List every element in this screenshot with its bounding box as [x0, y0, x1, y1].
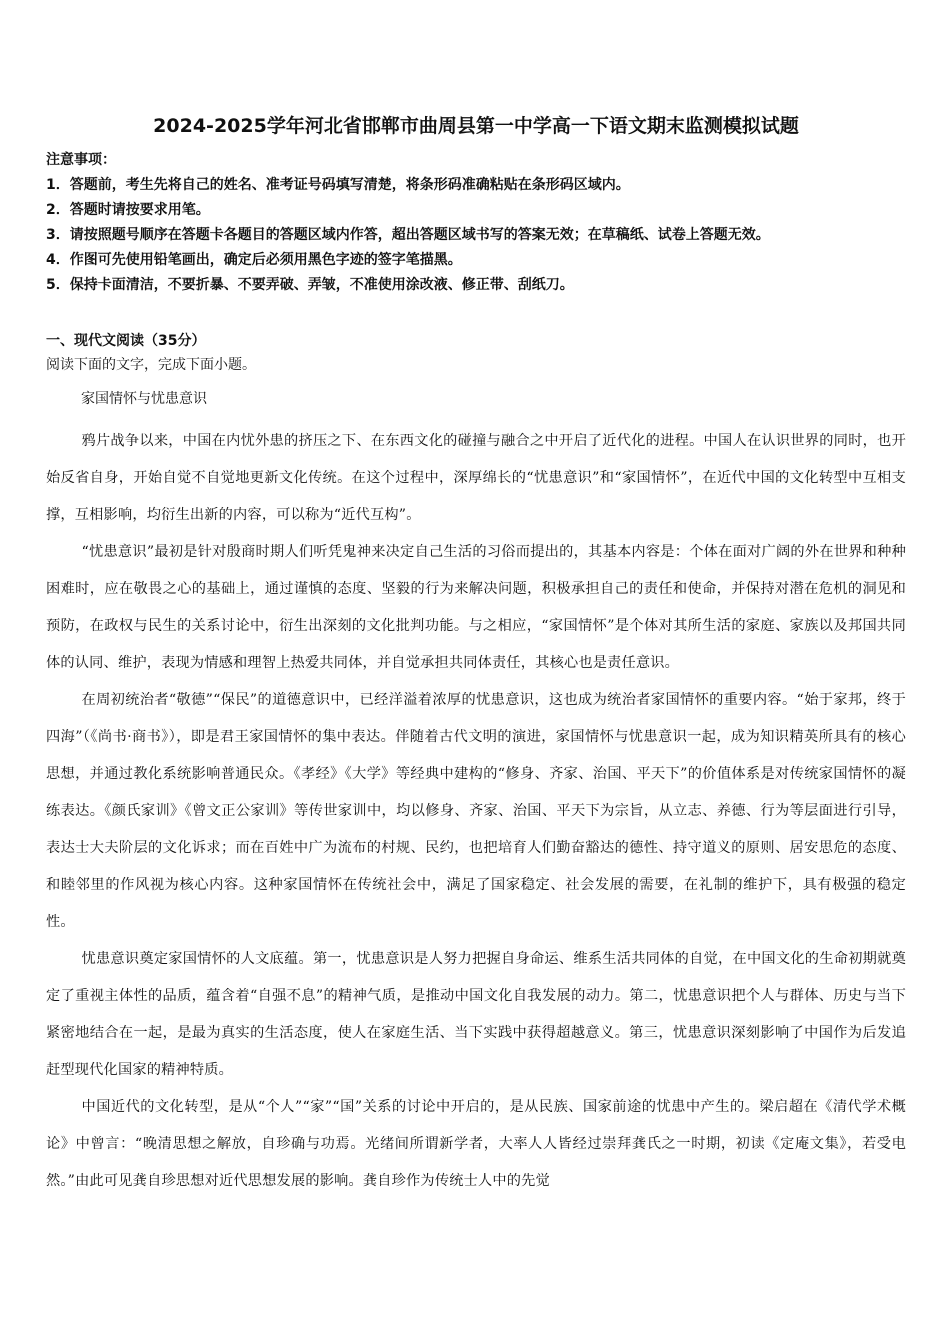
exam-title: 2024-2025学年河北省邯郸市曲周县第一中学高一下语文期末监测模拟试题	[153, 115, 799, 137]
article-paragraph-1: 鸦片战争以来，中国在内忧外患的挤压之下、在东西文化的碰撞与融合之中开启了近代化的进程。中国人在认识世界的同时，也开始反省自身，开始自觉不自觉地更新文化传统。在这个过程中，深厚绵长的“忧患意识”和“家国情怀”，在近代中国的文化转型中互相支撑，互相影响，均衍生出新的内容，可以称为“近代互构”。	[46, 433, 906, 523]
notice-item-5: 5．保持卡面清洁，不要折暴、不要弄破、弄皱，不准使用涂改液、修正带、刮纸刀。	[46, 277, 574, 293]
article-paragraph-2: “忧患意识”最初是针对殷商时期人们听凭鬼神来决定自己生活的习俗而提出的，其基本内容是：个体在面对广阔的外在世界和种种困难时，应在敬畏之心的基础上，通过谨慎的态度、坚毅的行为来解决问题，积极承担自己的责任和使命，并保持对潜在危机的洞见和预防，在政权与民生的关系讨论中，衍生出深刻的文化批判功能。与之相应，“家国情怀”是个体对其所生活的家庭、家族以及邦国共同体的认同、维护，表现为情感和理智上热爱共同体，并自觉承担共同体责任，其核心也是责任意识。	[46, 544, 906, 671]
notice-item-2: 2．答题时请按要求用笔。	[46, 202, 210, 218]
section-instruction: 阅读下面的文字，完成下面小题。	[46, 357, 256, 373]
notice-heading: 注意事项：	[46, 152, 116, 168]
notice-item-3: 3．请按照题号顺序在答题卡各题目的答题区域内作答，超出答题区域书写的答案无效；在草稿纸、试卷上答题无效。	[46, 227, 770, 243]
article-body	[46, 423, 906, 1200]
article-paragraph-4: 忧患意识奠定家国情怀的人文底蕴。第一，忧患意识是人努力把握自身命运、维系生活共同体的自觉，在中国文化的生命初期就奠定了重视主体性的品质，蕴含着“自强不息”的精神气质，是推动中国文化自我发展的动力。第二，忧患意识把个人与群体、历史与当下紧密地结合在一起，是最为真实的生活态度，使人在家庭生活、当下实践中获得超越意义。第三，忧患意识深刻影响了中国作为后发追赶型现代化国家的精神特质。	[46, 951, 906, 1078]
article-paragraph-5: 中国近代的文化转型，是从“个人”“家”“国”关系的讨论中开启的，是从民族、国家前途的忧患中产生的。梁启超在《清代学术概论》中曾言：“晚清思想之解放，自珍确与功焉。光绪间所谓新学者，大率人人皆经过崇拜龚氏之一时期，初读《定庵文集》，若受电然。”由此可见龚自珍思想对近代思想发展的影响。龚自珍作为传统士人中的先觉	[46, 1099, 906, 1189]
article-paragraph-3: 在周初统治者“敬德”“保民”的道德意识中，已经洋溢着浓厚的忧患意识，这也成为统治者家国情怀的重要内容。“始于家邦，终于四海”（《尚书·商书》），即是君王家国情怀的集中表达。伴随着古代文明的演进，家国情怀与忧患意识一起，成为知识精英所具有的核心思想，并通过教化系统影响普通民众。《孝经》《大学》等经典中建构的“修身、齐家、治国、平天下”的价值体系是对传统家国情怀的凝练表达。《颜氏家训》《曾文正公家训》等传世家训中，均以修身、齐家、治国、平天下为宗旨，从立志、养德、行为等层面进行引导，表达士大夫阶层的文化诉求；而在百姓中广为流布的村规、民约，也把培育人们勤奋豁达的德性、持守道义的原则、居安思危的态度、和睦邻里的作风视为核心内容。这种家国情怀在传统社会中，满足了国家稳定、社会发展的需要，在礼制的维护下，具有极强的稳定性。	[46, 692, 906, 930]
article-title: 家国情怀与忧患意识	[81, 391, 207, 407]
notice-item-1: 1．答题前，考生先将自己的姓名、准考证号码填写清楚，将条形码准确粘贴在条形码区域内。	[46, 177, 630, 193]
section-heading: 一、现代文阅读（35分）	[46, 333, 206, 349]
notice-block	[46, 148, 906, 298]
notice-item-4: 4．作图可先使用铅笔画出，确定后必须用黑色字迹的签字笔描黑。	[46, 252, 462, 268]
reading-section	[46, 329, 906, 1200]
